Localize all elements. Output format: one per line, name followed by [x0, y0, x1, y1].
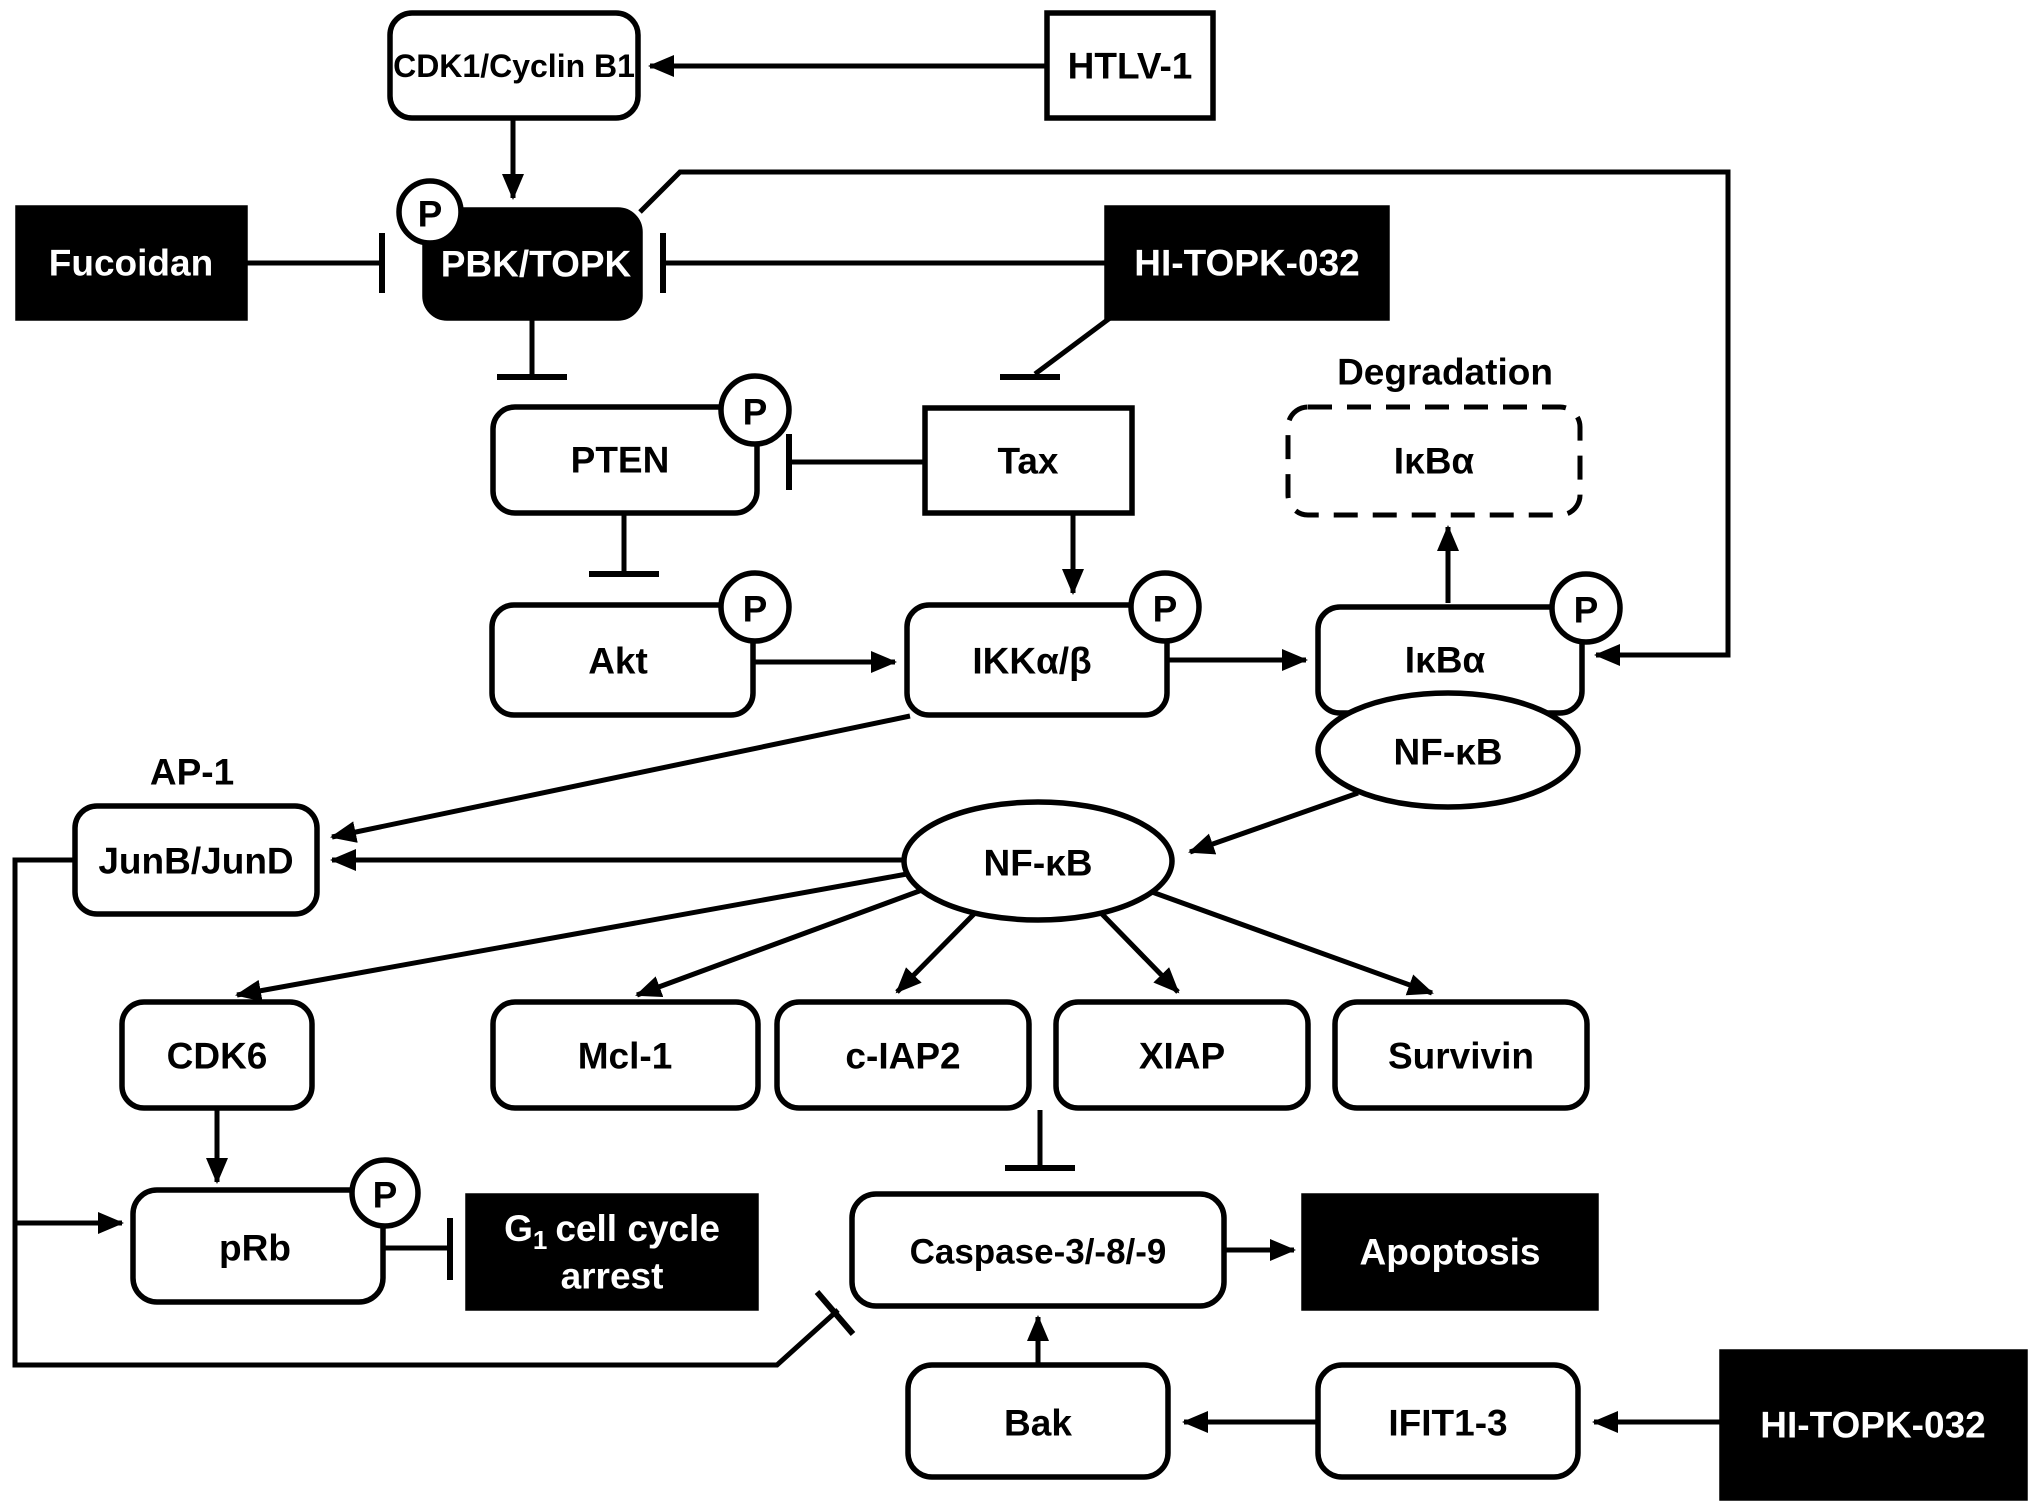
node-xiap: [1056, 1002, 1308, 1108]
g1-subscript: 1: [532, 1225, 548, 1255]
node-apoptosis: [1304, 1196, 1596, 1308]
ikba-phospho-label: P: [1573, 589, 1599, 631]
g1-rest: cell cycle: [555, 1207, 720, 1249]
hitopk-bottom-label: HI-TOPK-032: [1760, 1404, 1986, 1446]
hitopk-top-label: HI-TOPK-032: [1134, 242, 1360, 284]
node-ciap2: [777, 1002, 1029, 1108]
node-fucoidan: [18, 208, 245, 318]
pten-label: PTEN: [570, 439, 670, 481]
tax-label: Tax: [997, 440, 1059, 482]
node-nfkb-center: [904, 802, 1172, 920]
node-survivin: [1335, 1002, 1587, 1108]
prb-label: pRb: [219, 1227, 291, 1269]
ikba-degraded-label: IκBα: [1393, 440, 1475, 482]
node-akt: [492, 573, 789, 715]
node-htlv1: [1047, 13, 1213, 118]
node-g1-arrest: [468, 1196, 756, 1308]
nfkb-center-label: NF-κB: [983, 842, 1093, 884]
node-caspase: [852, 1194, 1224, 1306]
apoptosis-label: Apoptosis: [1359, 1231, 1541, 1273]
node-pten: [493, 376, 789, 513]
junb-label: JunB/JunD: [98, 840, 294, 882]
cdk6-label: CDK6: [166, 1035, 268, 1077]
pbk-label: PBK/TOPK: [440, 243, 632, 285]
edge-nfkb-to-ciap2: [897, 913, 975, 992]
xiap-label: XIAP: [1138, 1035, 1226, 1077]
nfkb-right-label: NF-κB: [1393, 731, 1503, 773]
akt-phospho-label: P: [742, 588, 768, 630]
bak-label: Bak: [1004, 1402, 1072, 1444]
g1-arrest-line2: arrest: [560, 1255, 664, 1297]
node-ifit: [1318, 1365, 1578, 1477]
ifit-label: IFIT1-3: [1388, 1402, 1508, 1444]
node-degradation-ikba: [1288, 352, 1580, 516]
edge-nfkb-to-mcl1: [637, 890, 922, 995]
node-tax: [925, 408, 1132, 513]
node-cdk6: [122, 1002, 312, 1108]
ikba-label: IκBα: [1404, 639, 1486, 681]
cdk1-label: CDK1/Cyclin B1: [393, 48, 635, 84]
fucoidan-label: Fucoidan: [48, 242, 214, 284]
edge-nfkb-to-survivin: [1152, 892, 1432, 993]
node-hitopk-bottom: [1722, 1352, 2025, 1498]
tbar-ap1-caspase: [817, 1292, 853, 1334]
edge-nfkb-to-xiap: [1101, 913, 1178, 992]
htlv1-label: HTLV-1: [1067, 45, 1193, 87]
ikk-phospho-label: P: [1152, 588, 1178, 630]
akt-label: Akt: [588, 640, 648, 682]
mcl1-label: Mcl-1: [577, 1035, 673, 1077]
caspase-label: Caspase-3/-8/-9: [909, 1232, 1167, 1272]
node-junb-jund: [75, 752, 317, 915]
degradation-label: Degradation: [1337, 351, 1553, 393]
node-cdk1-cyclinb1: [390, 13, 638, 118]
pbk-phospho-label: P: [417, 193, 443, 235]
prb-phospho-label: P: [372, 1174, 398, 1216]
node-mcl1: [493, 1002, 758, 1108]
edge-nfkb-right-to-nfkb-center: [1190, 793, 1358, 852]
edge-ikk-to-junb: [332, 716, 910, 837]
node-bak: [908, 1365, 1168, 1477]
node-hitopk-top: [1107, 208, 1387, 318]
ciap2-label: c-IAP2: [845, 1035, 961, 1077]
edge-hitopk-inhibits-tax: [1035, 318, 1110, 374]
node-pbk-topk: [399, 181, 640, 318]
ap1-label: AP-1: [149, 751, 235, 793]
node-nfkb-right: [1318, 693, 1578, 807]
g1-prefix: G: [504, 1207, 533, 1249]
node-ikk: [907, 573, 1199, 715]
pten-phospho-label: P: [742, 391, 768, 433]
survivin-label: Survivin: [1388, 1035, 1534, 1077]
node-prb: [133, 1160, 418, 1302]
ikk-label: IKKα/β: [972, 640, 1092, 682]
